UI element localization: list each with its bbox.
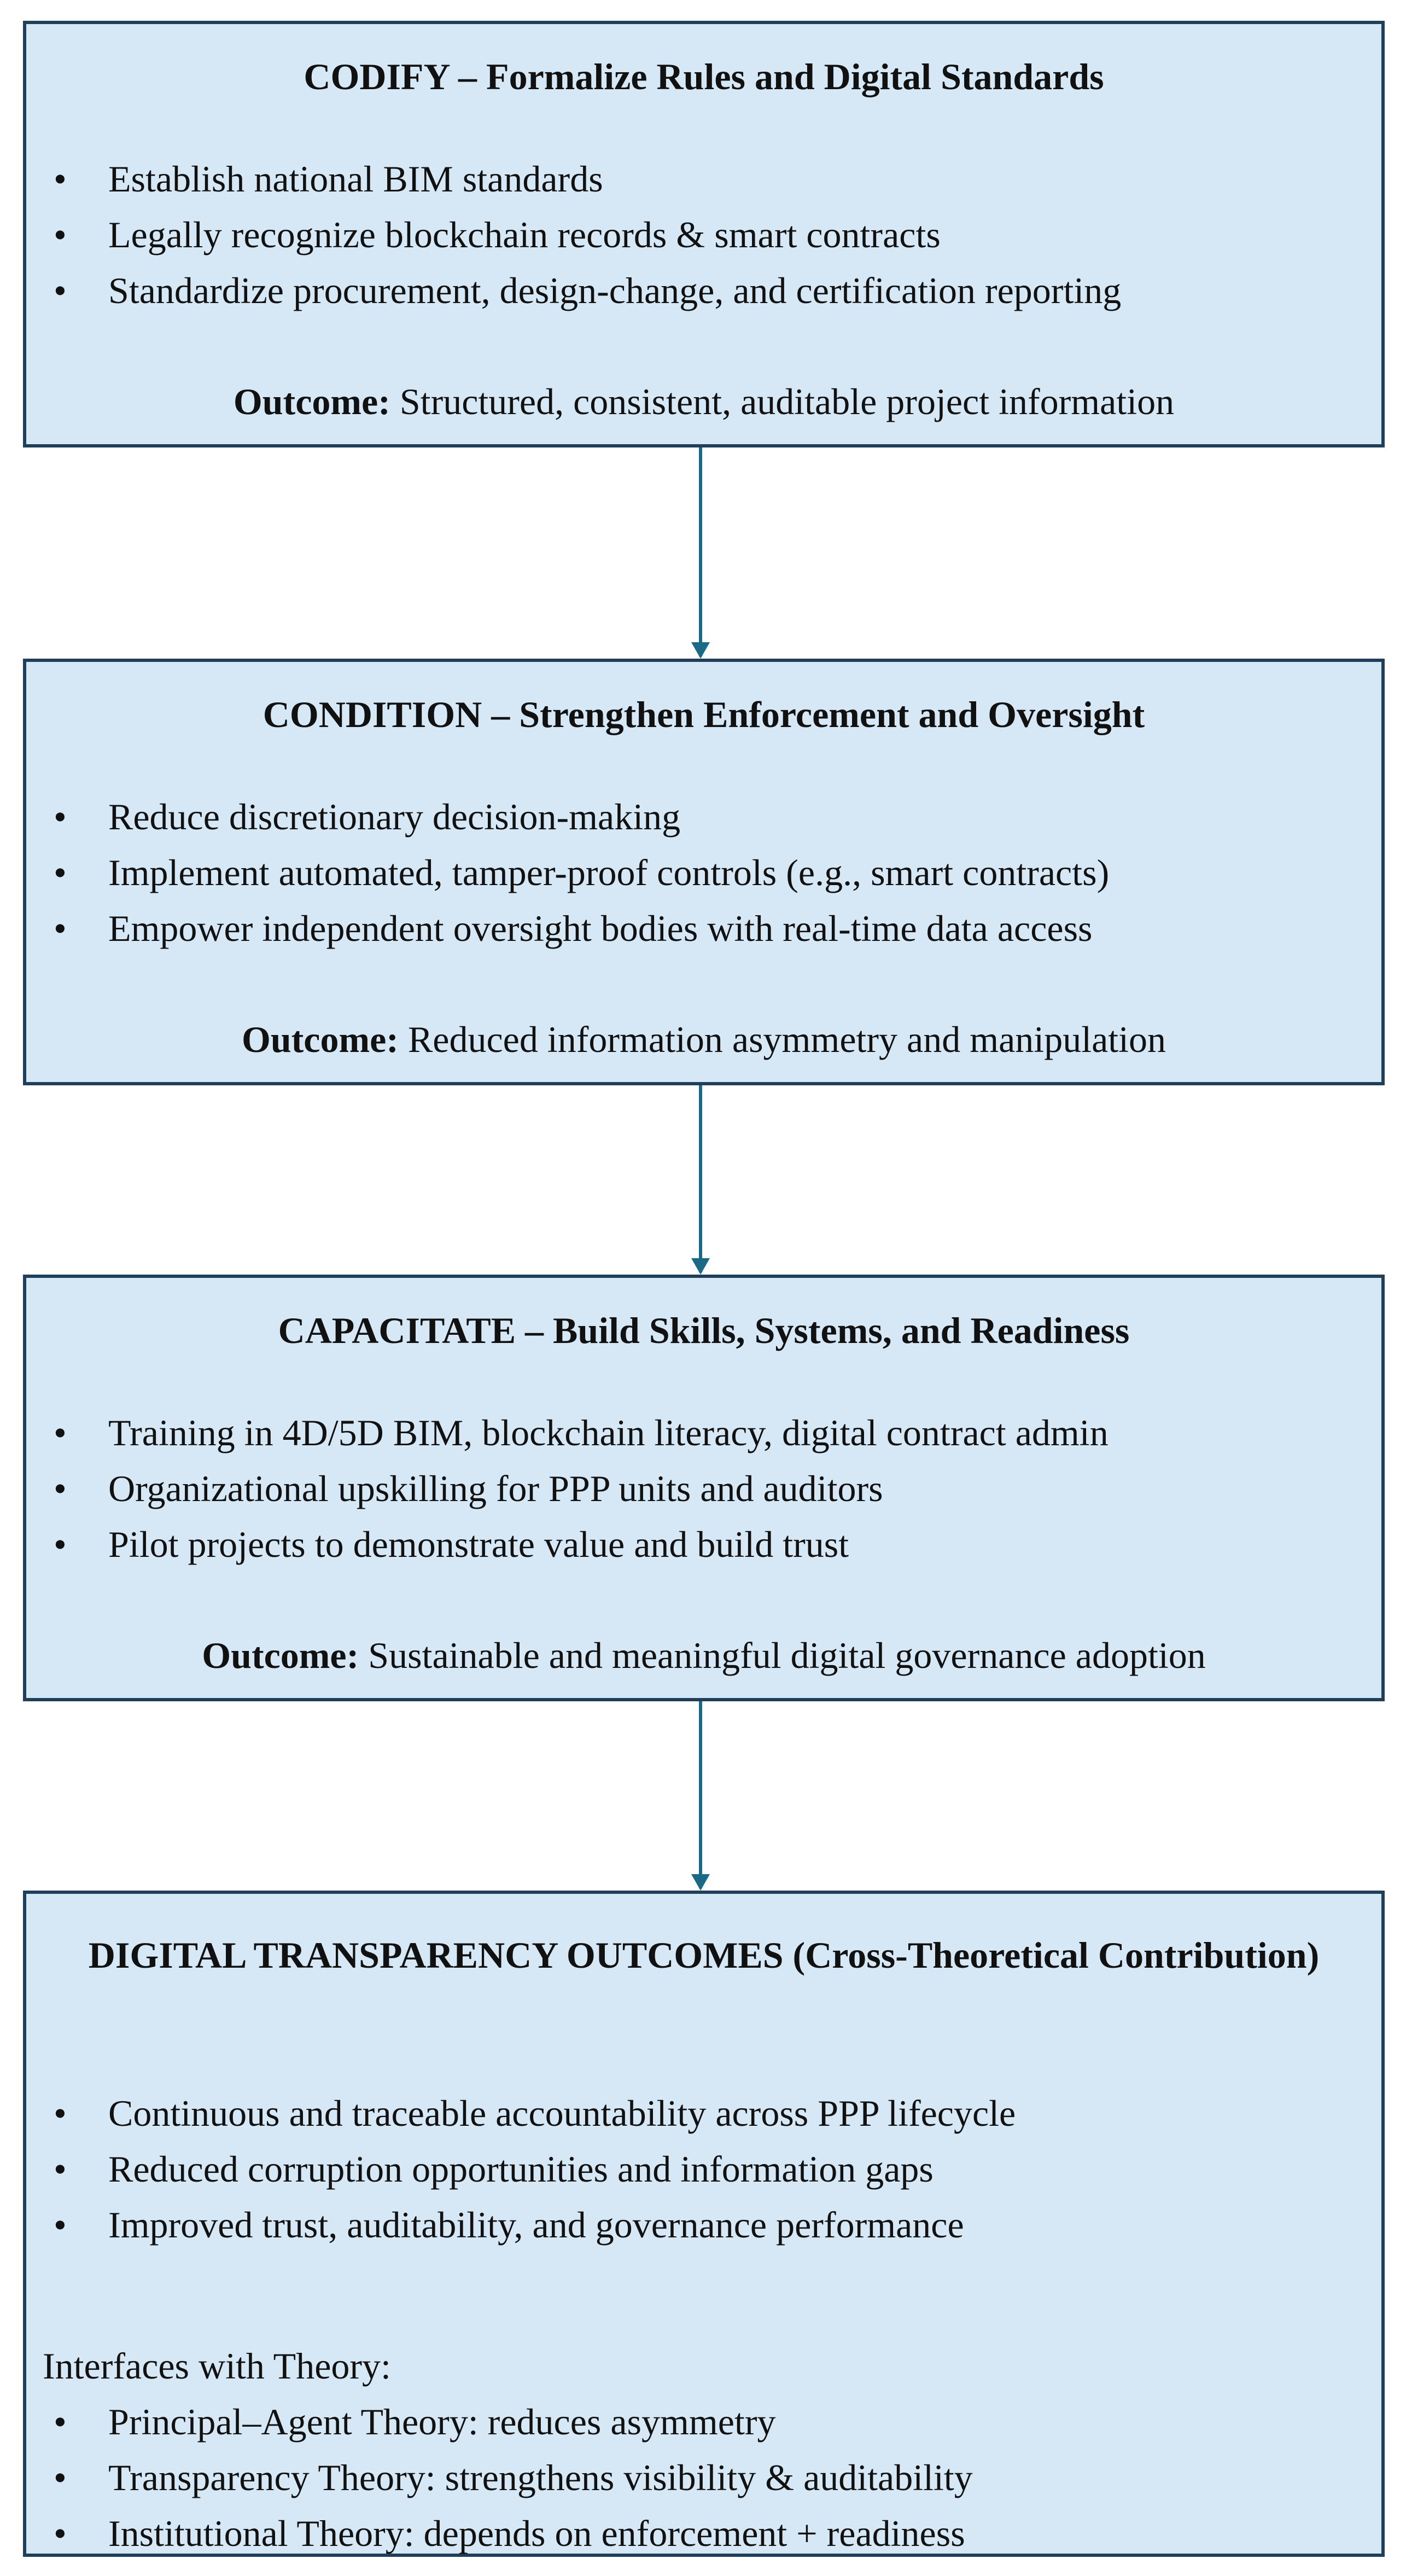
outcome-label: Outcome: [241, 1019, 399, 1060]
capacitate-bullet-text: Training in 4D/5D BIM, blockchain literacy, digital contract admin [108, 1412, 1109, 1453]
bullet-icon: • [54, 158, 67, 200]
bullet-icon: • [54, 1523, 67, 1565]
condition-bullet-text: Reduce discretionary decision-making [108, 796, 681, 838]
theory-heading: Interfaces with Theory: [43, 2345, 391, 2387]
condition-box [23, 659, 1385, 1085]
capacitate-title: CAPACITATE – Build Skills, Systems, and Readiness [278, 1310, 1130, 1351]
outcomes-bullet-text: Reduced corruption opportunities and information gaps [108, 2148, 934, 2190]
list-item [43, 207, 1370, 263]
codify-bullet-text: Establish national BIM standards [108, 158, 603, 200]
condition-bullet-text: Implement automated, tamper-proof controls (e.g., smart contracts) [108, 852, 1110, 893]
bullet-icon: • [54, 214, 67, 255]
theory-bullet-list [43, 2394, 1370, 2561]
bullet-icon: • [54, 2148, 67, 2190]
condition-bullet-text: Empower independent oversight bodies with real-time data access [108, 908, 1093, 949]
arrow-down-icon [699, 1701, 702, 1888]
codify-outcome [26, 374, 1381, 429]
list-item [43, 2197, 1370, 2253]
list-item [43, 845, 1370, 900]
capacitate-bullet-text: Organizational upskilling for PPP units and auditors [108, 1468, 883, 1509]
bullet-icon: • [54, 270, 67, 311]
list-item [43, 2505, 1370, 2561]
bullet-icon: • [54, 852, 67, 893]
outcomes-bullet-text: Continuous and traceable accountability across PPP lifecycle [108, 2092, 1016, 2134]
bullet-icon: • [54, 2204, 67, 2246]
list-item [43, 2394, 1370, 2450]
outcome-text: Structured, consistent, auditable project information [390, 381, 1175, 422]
condition-outcome [26, 1012, 1381, 1067]
bullet-icon: • [54, 2457, 67, 2498]
outcomes-bullet-text: Improved trust, auditability, and governance performance [108, 2204, 964, 2246]
list-item [43, 151, 1370, 207]
list-item [43, 2085, 1370, 2141]
codify-box [23, 21, 1385, 447]
condition-title: CONDITION – Strengthen Enforcement and Oversight [262, 694, 1145, 735]
bullet-icon: • [54, 908, 67, 949]
bullet-icon: • [54, 2401, 67, 2443]
bullet-icon: • [54, 1412, 67, 1453]
outcomes-box [23, 1891, 1385, 2557]
theory-bullet-text: Institutional Theory: depends on enforcement + readiness [108, 2513, 965, 2554]
list-item [43, 1405, 1370, 1461]
list-item [43, 263, 1370, 318]
outcome-label: Outcome: [202, 1635, 359, 1676]
capacitate-bullet-text: Pilot projects to demonstrate value and build trust [108, 1523, 849, 1565]
outcome-text: Reduced information asymmetry and manipulation [398, 1019, 1166, 1060]
condition-bullet-list [43, 789, 1370, 956]
list-item [43, 2450, 1370, 2505]
list-item [43, 789, 1370, 845]
theory-bullet-text: Principal–Agent Theory: reduces asymmetry [108, 2401, 776, 2443]
bullet-icon: • [54, 2092, 67, 2134]
capacitate-bullet-list [43, 1405, 1370, 1572]
bullet-icon: • [54, 1468, 67, 1509]
bullet-icon: • [54, 2513, 67, 2554]
theory-bullet-text: Transparency Theory: strengthens visibility & auditability [108, 2457, 973, 2498]
codify-bullet-text: Standardize procurement, design-change, and certification reporting [108, 270, 1122, 311]
capacitate-box [23, 1275, 1385, 1701]
arrow-down-icon [699, 447, 702, 656]
outcomes-title: DIGITAL TRANSPARENCY OUTCOMES (Cross-Theoretical Contribution) [88, 1934, 1320, 1976]
list-item [43, 900, 1370, 956]
codify-bullet-list [43, 151, 1370, 318]
codify-bullet-text: Legally recognize blockchain records & smart contracts [108, 214, 941, 255]
outcomes-bullet-list [43, 2085, 1370, 2253]
list-item [43, 2141, 1370, 2197]
outcome-text: Sustainable and meaningful digital governance adoption [359, 1635, 1206, 1676]
bullet-icon: • [54, 796, 67, 838]
codify-title: CODIFY – Formalize Rules and Digital Standards [304, 56, 1104, 97]
list-item [43, 1461, 1370, 1516]
arrow-down-icon [699, 1085, 702, 1272]
outcome-label: Outcome: [233, 381, 390, 422]
list-item [43, 1516, 1370, 1572]
capacitate-outcome [26, 1628, 1381, 1683]
